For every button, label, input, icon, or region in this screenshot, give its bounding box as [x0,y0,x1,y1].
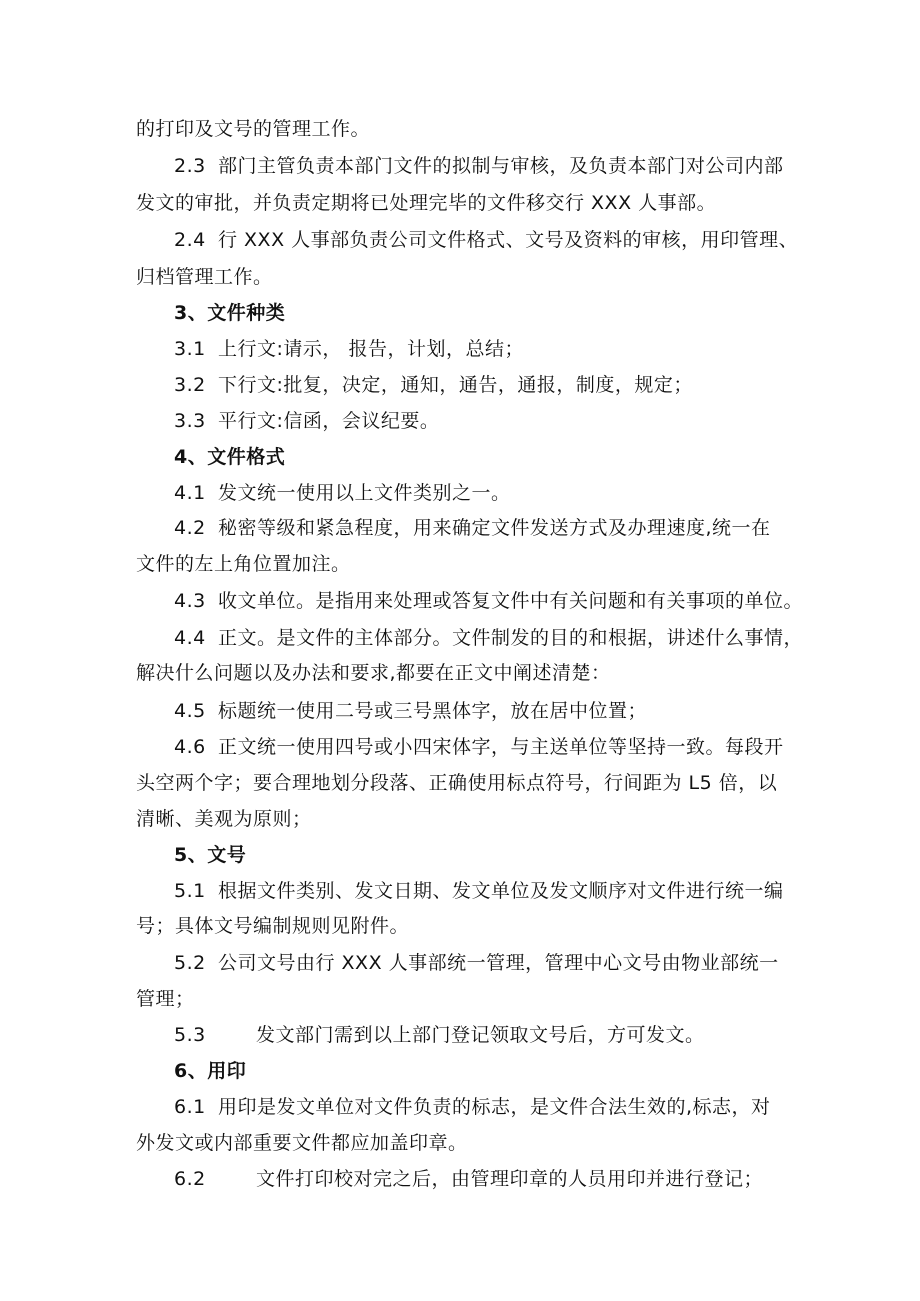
clause-number: 6.1 [174,1096,206,1118]
clause-number: 5.1 [174,880,206,902]
paragraph-text: 公司文号由行 XXX 人事部统一管理，管理中心文号由物业部统一 [218,952,779,974]
clause-number: 2.4 [174,229,206,251]
paragraph-5-1 [174,878,784,904]
paragraph-text: 发文统一使用以上文件类别之一。 [218,482,511,504]
paragraph-text: 行 XXX 人事部负责公司文件格式、文号及资料的审核，用印管理、 [218,229,799,251]
section-heading-5: 5、文号 [174,844,247,866]
paragraph-4-6-line2 [136,770,777,796]
paragraph-3-1 [174,336,524,362]
paragraph-3-3 [174,408,439,434]
paragraph-2-3 [174,153,784,179]
section-heading-3: 3、文件种类 [174,302,286,324]
paragraph-4-2 [174,515,771,541]
paragraph-text: 归档管理工作。 [136,266,273,288]
paragraph-5-3 [174,1022,705,1048]
paragraph-6-1-line2 [136,1130,468,1156]
clause-number: 4.6 [174,736,206,758]
paragraph-4-2-line2 [136,551,351,577]
paragraph-text: 发文的审批，并负责定期将已处理完毕的文件移交行 XXX 人事部。 [136,192,717,214]
paragraph-4-4-line2 [136,660,611,686]
paragraph-text: 标题统一使用二号或三号黑体字，放在居中位置； [218,700,648,722]
paragraph-2-4 [174,227,798,253]
paragraph-4-3 [174,588,803,614]
clause-number: 3.1 [174,338,206,360]
paragraph-text: 上行文:请示， 报告，计划，总结； [218,338,524,360]
paragraph-text: 解决什么问题以及办法和要求,都要在正文中阐述清楚： [136,662,611,684]
paragraph-5-2-line2 [136,986,195,1012]
clause-number: 4.5 [174,700,206,722]
paragraph-continuation [136,116,370,142]
paragraph-text: 发文部门需到以上部门登记领取文号后，方可发文。 [256,1024,705,1046]
paragraph-text: 号；具体文号编制规则见附件。 [136,915,410,937]
paragraph-text: 的打印及文号的管理工作。 [136,118,371,140]
clause-number: 5.3 [174,1024,206,1046]
paragraph-text: 收文单位。是指用来处理或答复文件中有关问题和有关事项的单位。 [218,590,804,612]
clause-number: 3.3 [174,410,206,432]
paragraph-text: 头空两个字；要合理地划分段落、正确使用标点符号，行间距为 L5 倍，以 [136,772,778,794]
paragraph-text: 文件的左上角位置加注。 [136,553,351,575]
paragraph-text: 下行文:批复，决定，通知，通告，通报，制度，规定； [218,374,693,396]
paragraph-text: 根据文件类别、发文日期、发文单位及发文顺序对文件进行统一编 [218,880,784,902]
paragraph-4-5 [174,698,647,724]
section-heading-6: 6、用印 [174,1060,247,1082]
paragraph-5-2 [174,950,779,976]
paragraph-2-3-line2 [136,190,716,216]
clause-number: 4.2 [174,517,206,539]
paragraph-4-4 [174,625,803,651]
clause-number: 5.2 [174,952,206,974]
clause-number: 4.1 [174,482,206,504]
paragraph-text: 文件打印校对完之后，由管理印章的人员用印并进行登记； [256,1168,764,1190]
paragraph-4-6-line3 [136,806,312,832]
paragraph-text: 平行文:信函，会议纪要。 [218,410,440,432]
paragraph-text: 部门主管负责本部门文件的拟制与审核，及负责本部门对公司内部 [218,155,784,177]
paragraph-6-1 [174,1094,771,1120]
clause-number: 6.2 [174,1168,206,1190]
paragraph-5-1-line2 [136,913,409,939]
paragraph-text: 用印是发文单位对文件负责的标志，是文件合法生效的,标志，对 [218,1096,771,1118]
paragraph-text: 正文。是文件的主体部分。文件制发的目的和根据，讲述什么事情， [218,627,804,649]
paragraph-6-2 [174,1166,763,1192]
paragraph-text: 清晰、美观为原则； [136,808,312,830]
paragraph-4-1 [174,480,511,506]
paragraph-text: 管理； [136,988,195,1010]
clause-number: 4.4 [174,627,206,649]
section-heading-4: 4、文件格式 [174,446,286,468]
paragraph-3-2 [174,372,693,398]
paragraph-text: 正文统一使用四号或小四宋体字，与主送单位等坚持一致。每段开 [218,736,784,758]
paragraph-2-4-line2 [136,264,273,290]
clause-number: 2.3 [174,155,206,177]
paragraph-text: 秘密等级和紧急程度，用来确定文件发送方式及办理速度,统一在 [218,517,771,539]
paragraph-text: 外发文或内部重要文件都应加盖印章。 [136,1132,468,1154]
paragraph-4-6 [174,734,784,760]
clause-number: 4.3 [174,590,206,612]
clause-number: 3.2 [174,374,206,396]
